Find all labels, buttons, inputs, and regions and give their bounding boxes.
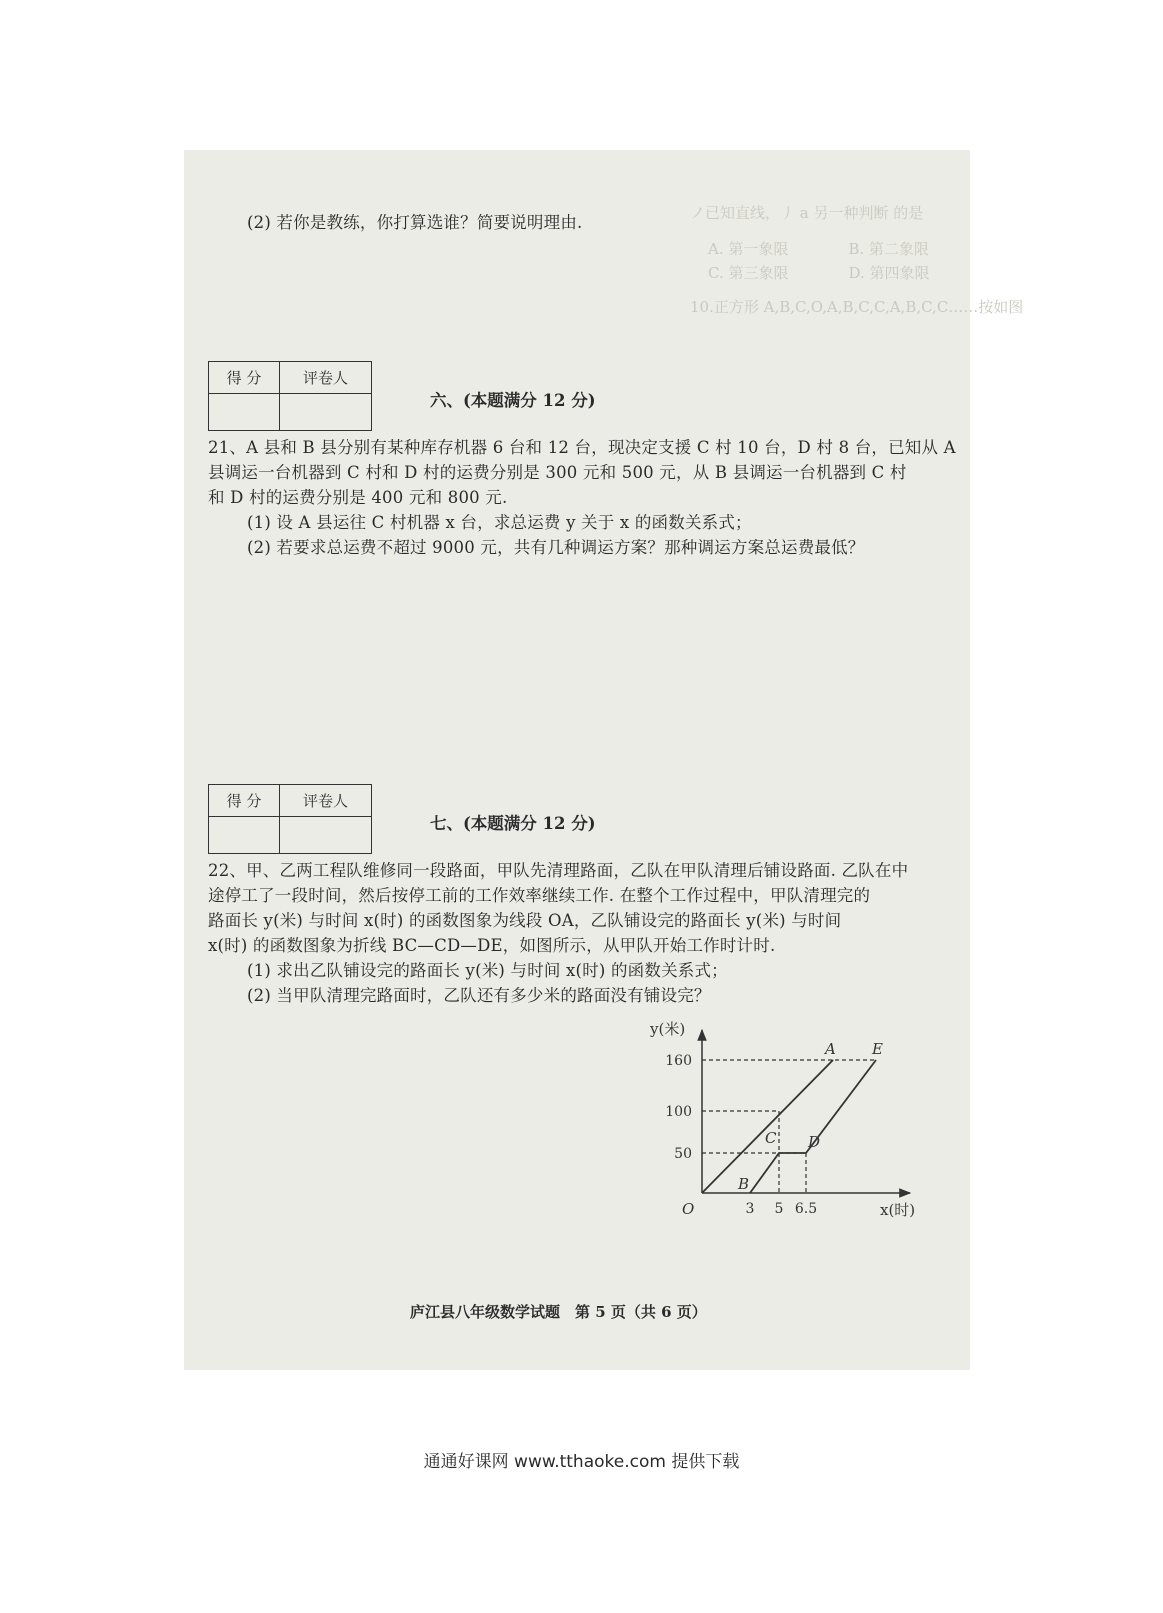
question-22-part-1: (1) 求出乙队铺设完的路面长 y(米) 与时间 x(时) 的函数关系式； <box>247 961 728 980</box>
point-label-E: E <box>872 1040 883 1058</box>
question-22-line-2: 途停工了一段时间，然后按停工前的工作效率继续工作. 在整个工作过程中，甲队清理完的 <box>208 886 871 905</box>
y-tick-label: 160 <box>665 1053 692 1069</box>
question-21-part-1: (1) 设 A 县运往 C 村机器 x 台，求总运费 y 关于 x 的函数关系式； <box>247 513 752 532</box>
question-21-line-1: 21、A 县和 B 县分别有某种库存机器 6 台和 12 台，现决定支援 C 村 10 台，D 村 8 台，已知从 A <box>208 438 956 457</box>
y-tick-label: 100 <box>665 1104 692 1120</box>
question-21-line-3: 和 D 村的运费分别是 400 元和 800 元. <box>208 488 508 507</box>
x-axis-label: x(时) <box>880 1201 916 1219</box>
page-footer: 庐江县八年级数学试题 第 5 页（共 6 页） <box>410 1303 707 1321</box>
score-label: 得 分 <box>209 785 280 817</box>
grader-label: 评卷人 <box>280 362 372 394</box>
y-axis-label: y(米) <box>650 1020 686 1038</box>
section-7-title: 七、(本题满分 12 分) <box>430 814 596 833</box>
question-21-line-2: 县调运一台机器到 C 村和 D 村的运费分别是 300 元和 500 元，从 B 县调运一台机器到 C 村 <box>208 463 907 482</box>
bleed-through: ノ已知直线，丿 a 另一种判断 的是 <box>690 204 924 222</box>
point-label-D: D <box>808 1133 821 1151</box>
question-22-line-1: 22、甲、乙两工程队维修同一段路面，甲队先清理路面，乙队在甲队清理后铺设路面. 乙队在中 <box>208 861 909 880</box>
bleed-through: A. 第一象限 B. 第二象限 <box>708 240 929 258</box>
site-credit: 通通好课网 www.tthaoke.com 提供下载 <box>423 1452 740 1472</box>
grader-label: 评卷人 <box>280 785 372 817</box>
x-tick-label: 5 <box>774 1201 784 1217</box>
score-label: 得 分 <box>209 362 280 394</box>
point-label-A: A <box>825 1040 836 1058</box>
x-tick-label: 6.5 <box>794 1201 818 1217</box>
question-20-part-2: (2) 若你是教练，你打算选谁？简要说明理由. <box>247 213 583 232</box>
origin-label: O <box>682 1200 695 1218</box>
x-tick-label: 3 <box>745 1201 755 1217</box>
section-6-title: 六、(本题满分 12 分) <box>430 391 596 410</box>
series-line-1 <box>702 1060 833 1193</box>
point-label-C: C <box>765 1129 777 1147</box>
question-21-part-2: (2) 若要求总运费不超过 9000 元，共有几种调运方案？那种调运方案总运费最低？ <box>247 538 865 557</box>
y-tick-label: 50 <box>674 1146 692 1162</box>
bleed-through: C. 第三象限 D. 第四象限 <box>708 264 930 282</box>
question-22-line-4: x(时) 的函数图象为折线 BC—CD—DE，如图所示，从甲队开始工作时计时. <box>208 936 776 955</box>
question-22-line-3: 路面长 y(米) 与时间 x(时) 的函数图象为线段 OA，乙队铺设完的路面长 y(米) 与时间 <box>208 911 842 930</box>
bleed-through: 10.正方形 A,B,C,O,A,B,C,C,A,B,C,C……按如图 <box>690 298 1024 316</box>
question-22-part-2: (2) 当甲队清理完路面时，乙队还有多少米的路面没有铺设完？ <box>247 986 711 1005</box>
point-label-B: B <box>738 1175 750 1193</box>
